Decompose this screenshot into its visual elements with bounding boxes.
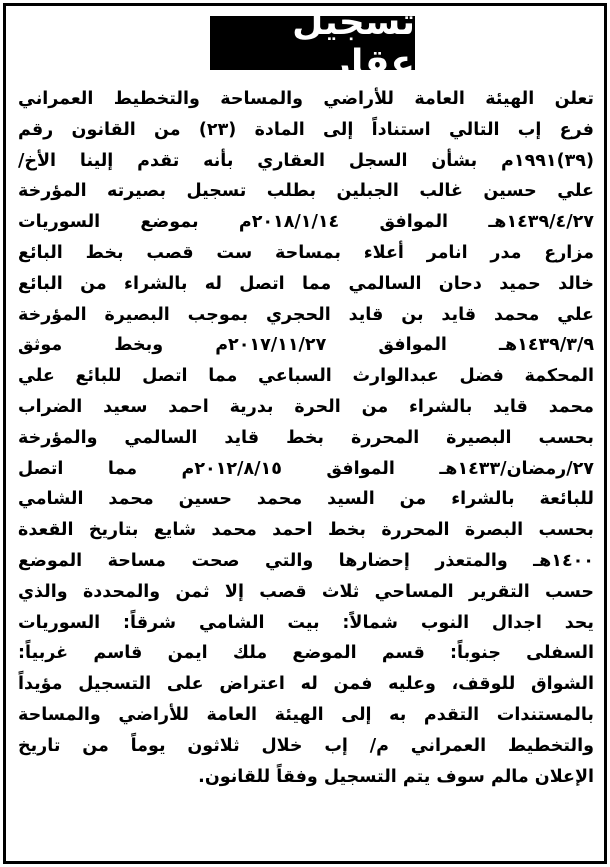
notice-line: ١٤٠٠هـ والمتعذر إحضارها والتي صحت مساحة الموضع [18, 550, 594, 571]
notice-line: مزارع مدر انامر أعلاء بمساحة ست قصب بخط البائع [18, 242, 594, 263]
notice-line: خالد حميد دحان السالمي مما اتصل له بالشراء من البائع [18, 273, 594, 294]
notice-line: الشواق للوقف، وعليه فمن له اعتراض على التسجيل مؤيداً [18, 674, 594, 695]
notice-line: السفلى جنوباً: قسم الموضع ملك ايمن قاسم غربياً: [18, 643, 594, 664]
notice-line: محمد قايد بالشراء من الحرة بدرية احمد سعيد الضراب [18, 396, 594, 417]
notice-line: بالمستندات التقدم به إلى الهيئة العامة للأراضي والمساحة [18, 704, 594, 725]
notice-line: (٣٩)١٩٩١م بشأن السجل العقاري بأنه تقدم إلينا الأخ/ [18, 150, 594, 171]
notice-line: للبائعة بالشراء من السيد محمد حسين محمد الشامي [18, 489, 594, 510]
notice-line: ٢٧/رمضان/١٤٣٣هـ الموافق ٢٠١٢/٨/١٥م مما اتصل [18, 458, 594, 479]
notice-line: بحسب البصرة المحررة بخط احمد محمد شايع بتاريخ القعدة [18, 520, 594, 541]
notice-line: الإعلان مالم سوف يتم التسجيل وفقاً للقانون. [198, 766, 594, 787]
property-registration-notice [3, 3, 607, 864]
notice-line: والتخطيط العمراني م/ إب خلال ثلاثون يوماً من تاريخ [18, 735, 594, 756]
notice-line: فرع إب التالي استناداً إلى المادة (٢٣) من القانون رقم [18, 119, 594, 140]
notice-line: حسب التقرير المساحي ثلاث قصب إلا ثمن والمحددة والذي [18, 581, 594, 602]
notice-body [18, 84, 594, 792]
notice-line: المحكمة فضل عبدالوارث السباعي مما اتصل للبائع علي [18, 366, 594, 387]
notice-line: بحسب البصيرة المحررة بخط قايد السالمي والمؤرخة [18, 427, 594, 448]
notice-line: ١٤٣٩/٤/٢٧هـ الموافق ٢٠١٨/١/١٤م بموضع السوريات [18, 212, 594, 233]
notice-line: تعلن الهيئة العامة للأراضي والمساحة والتخطيط العمراني [18, 89, 594, 109]
notice-line: ١٤٣٩/٣/٩هـ الموافق ٢٠١٧/١١/٢٧م وبخط موثق [18, 335, 594, 356]
notice-line: يحد اجدال النوب شمالاً: بيت الشامي شرقاً: السوريات [18, 612, 594, 633]
notice-line: علي حسين غالب الجبلين بطلب تسجيل بصيرته المؤرخة [18, 181, 594, 202]
notice-title: تسجيل عقار [210, 16, 415, 70]
notice-line: علي محمد قايد بن قايد الحجري بموجب البصيرة المؤرخة [18, 304, 594, 325]
